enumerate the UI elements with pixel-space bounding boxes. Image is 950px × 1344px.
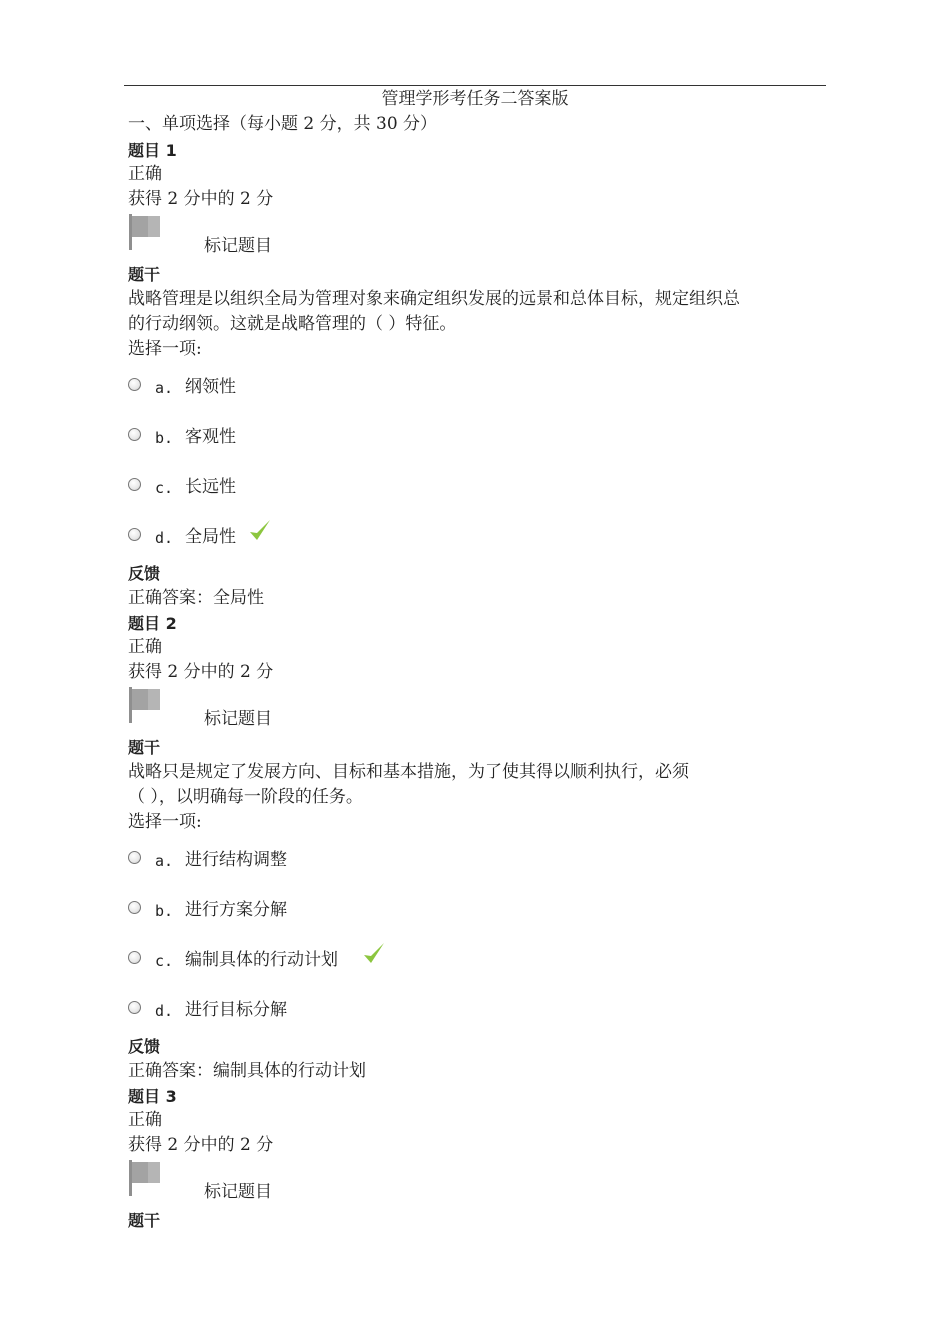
question-3-flag-icon[interactable] <box>128 1159 162 1197</box>
radio-button-icon[interactable] <box>128 478 141 491</box>
option-letter: d. <box>155 1002 174 1020</box>
radio-button-icon[interactable] <box>128 428 141 441</box>
option-letter: a. <box>155 379 174 397</box>
radio-button-icon[interactable] <box>128 851 141 864</box>
question-1-prompt: 选择一项: <box>128 339 202 359</box>
radio-button-icon[interactable] <box>128 901 141 914</box>
question-2-flag-label[interactable]: 标记题目 <box>204 709 272 729</box>
radio-button-icon[interactable] <box>128 1001 141 1014</box>
question-1-stem-line-1: 战略管理是以组织全局为管理对象来确定组织发展的远景和总体目标，规定组织总 <box>128 289 740 309</box>
option-text: 进行方案分解 <box>185 900 287 920</box>
flag-icon <box>128 213 162 251</box>
question-3-stem-heading: 题干 <box>128 1211 161 1230</box>
question-1-flag-icon[interactable] <box>128 213 162 251</box>
question-2-status: 正确 <box>128 637 162 657</box>
question-3-status: 正确 <box>128 1110 162 1130</box>
flag-icon <box>128 1159 162 1197</box>
question-1-number: 题目 1 <box>128 141 177 160</box>
flag-icon <box>128 686 162 724</box>
question-3-score: 获得 2 分中的 2 分 <box>128 1135 274 1155</box>
option-text: 客观性 <box>185 427 236 447</box>
radio-button-icon[interactable] <box>128 951 141 964</box>
option-letter: a. <box>155 852 174 870</box>
option-letter: c. <box>155 952 174 970</box>
option-letter: d. <box>155 529 174 547</box>
question-2-stem-line-1: 战略只是规定了发展方向、目标和基本措施，为了使其得以顺利执行，必须 <box>128 762 689 782</box>
question-2-stem-heading: 题干 <box>128 738 161 757</box>
question-2-stem-line-2: （ ），以明确每一阶段的任务。 <box>128 787 363 807</box>
option-text: 进行结构调整 <box>185 850 287 870</box>
section-heading: 一、单项选择（每小题 2 分，共 30 分） <box>128 114 438 134</box>
option-text: 长远性 <box>185 477 236 497</box>
question-2-answer: 正确答案：编制具体的行动计划 <box>128 1061 366 1081</box>
document-title: 管理学形考任务二答案版 <box>381 89 569 109</box>
radio-button-icon[interactable] <box>128 528 141 541</box>
option-letter: b. <box>155 429 174 447</box>
question-1-stem-line-2: 的行动纲领。这就是战略管理的（ ）特征。 <box>128 314 457 334</box>
question-2-flag-icon[interactable] <box>128 686 162 724</box>
question-3-number: 题目 3 <box>128 1087 177 1106</box>
question-1-flag-label[interactable]: 标记题目 <box>204 236 272 256</box>
radio-button-icon[interactable] <box>128 378 141 391</box>
checkmark-icon <box>362 941 386 967</box>
question-2-number: 题目 2 <box>128 614 177 633</box>
option-letter: b. <box>155 902 174 920</box>
question-1-answer: 正确答案：全局性 <box>128 588 264 608</box>
question-1-status: 正确 <box>128 164 162 184</box>
question-1-feedback-heading: 反馈 <box>128 564 161 583</box>
header-rule <box>124 85 826 86</box>
question-2-prompt: 选择一项: <box>128 812 202 832</box>
question-1-score: 获得 2 分中的 2 分 <box>128 189 274 209</box>
option-text: 全局性 <box>185 527 236 547</box>
option-text: 编制具体的行动计划 <box>185 950 338 970</box>
option-text: 进行目标分解 <box>185 1000 287 1020</box>
question-2-score: 获得 2 分中的 2 分 <box>128 662 274 682</box>
option-letter: c. <box>155 479 174 497</box>
option-text: 纲领性 <box>185 377 236 397</box>
checkmark-icon <box>248 518 272 544</box>
question-2-feedback-heading: 反馈 <box>128 1037 161 1056</box>
question-1-stem-heading: 题干 <box>128 265 161 284</box>
question-3-flag-label[interactable]: 标记题目 <box>204 1182 272 1202</box>
